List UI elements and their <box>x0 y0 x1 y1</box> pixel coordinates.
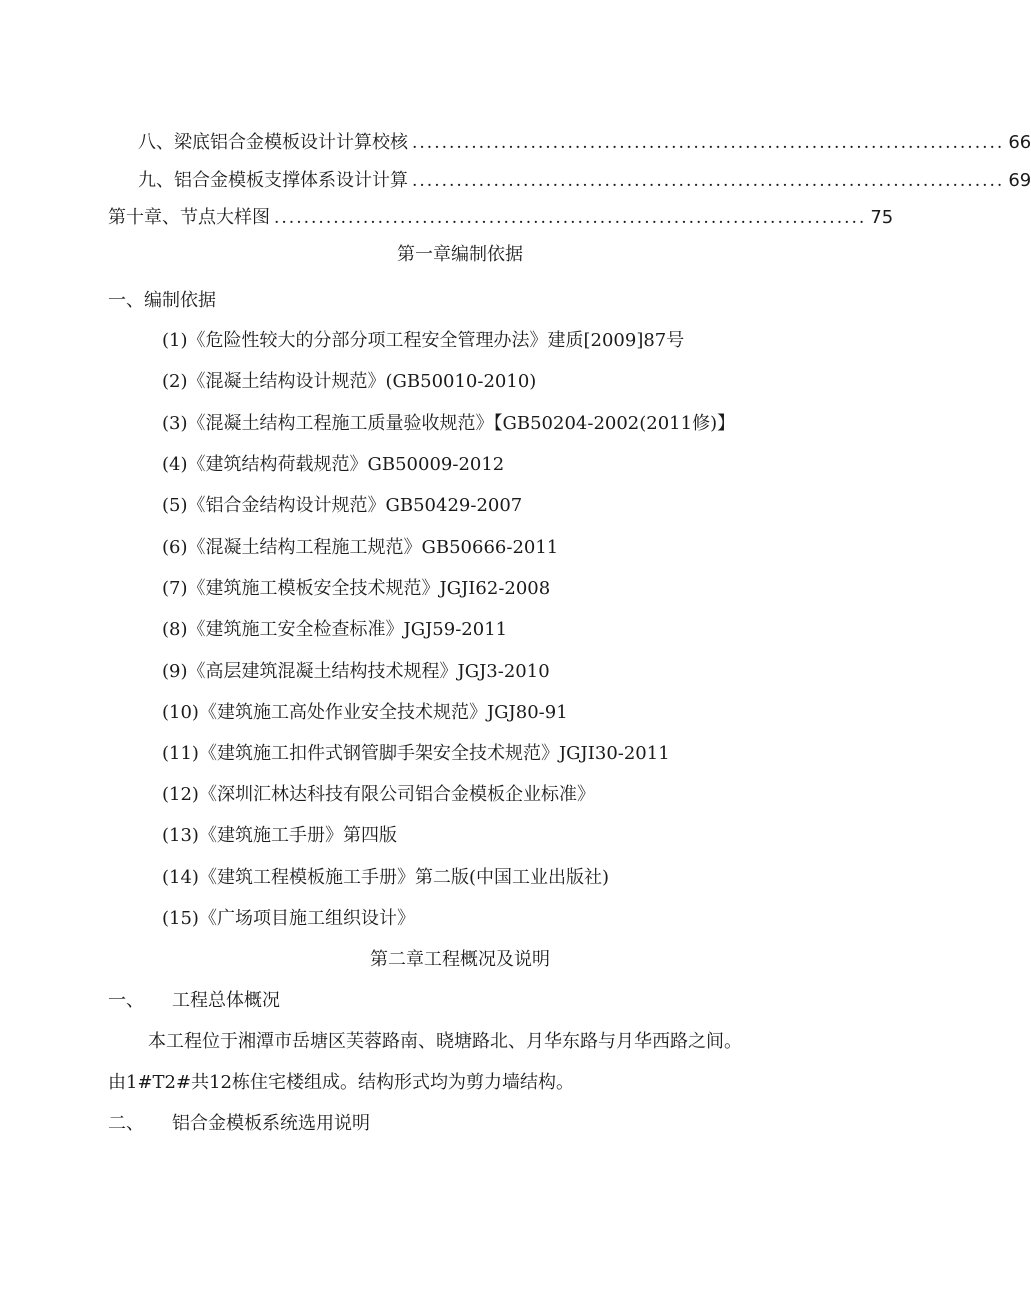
reference-item: (6)《混凝土结构工程施工规范》GB50666-2011 <box>162 537 559 558</box>
reference-item: (8)《建筑施工安全检查标准》JGJ59-2011 <box>162 619 508 640</box>
section-number: 二、 <box>108 1113 144 1134</box>
reference-item: (9)《高层建筑混凝土结构技术规程》JGJ3-2010 <box>162 661 550 682</box>
reference-item: (3)《混凝土结构工程施工质量验收规范》【GB50204-2002(2011修)】 <box>162 413 736 434</box>
toc-label: 九、铝合金模板支撑体系设计计算 <box>138 170 408 191</box>
reference-item: (15)《广场项目施工组织设计》 <box>162 908 415 929</box>
chapter-title: 第一章编制依据 <box>397 244 523 265</box>
reference-item: (13)《建筑施工手册》第四版 <box>162 825 397 846</box>
reference-item: (4)《建筑结构荷载规范》GB50009-2012 <box>162 454 505 475</box>
reference-item: (11)《建筑施工扣件式钢管脚手架安全技术规范》JGJI30-2011 <box>162 743 670 764</box>
toc-entry[interactable] <box>138 128 1031 158</box>
section-heading: 一、编制依据 <box>108 290 216 311</box>
toc-leader-dots: ................................................................................ <box>412 171 1005 191</box>
reference-item: (5)《铝合金结构设计规范》GB50429-2007 <box>162 495 523 516</box>
reference-item: (14)《建筑工程模板施工手册》第二版(中国工业出版社) <box>162 867 609 888</box>
body-paragraph-line: 本工程位于湘潭市岳塘区芙蓉路南、晓塘路北、月华东路与月华西路之间。 <box>148 1031 742 1052</box>
toc-page-number: 69 <box>1008 170 1031 191</box>
toc-entry[interactable] <box>108 203 894 233</box>
reference-item: (10)《建筑施工高处作业安全技术规范》JGJ80-91 <box>162 702 568 723</box>
toc-label: 八、梁底铝合金模板设计计算校核 <box>138 132 408 153</box>
toc-leader-dots: ................................................................................ <box>412 133 1005 153</box>
toc-page-number: 75 <box>870 207 894 228</box>
reference-item: (7)《建筑施工模板安全技术规范》JGJI62-2008 <box>162 578 551 599</box>
body-paragraph-line: 由1#T2#共12栋住宅楼组成。结构形式均为剪力墙结构。 <box>108 1072 574 1093</box>
section-heading: 铝合金模板系统选用说明 <box>172 1113 370 1134</box>
reference-item: (2)《混凝土结构设计规范》(GB50010-2010) <box>162 371 537 392</box>
reference-item: (12)《深圳汇林达科技有限公司铝合金模板企业标准》 <box>162 784 595 805</box>
toc-page-number: 66 <box>1008 132 1031 153</box>
chapter-title: 第二章工程概况及说明 <box>370 949 550 970</box>
toc-leader-dots: ................................................................................ <box>274 208 867 228</box>
section-heading: 工程总体概况 <box>172 990 280 1011</box>
section-number: 一、 <box>108 990 144 1011</box>
toc-entry[interactable] <box>138 166 1031 196</box>
reference-item: (1)《危险性较大的分部分项工程安全管理办法》建质[2009]87号 <box>162 330 685 351</box>
toc-label: 第十章、节点大样图 <box>108 207 270 228</box>
